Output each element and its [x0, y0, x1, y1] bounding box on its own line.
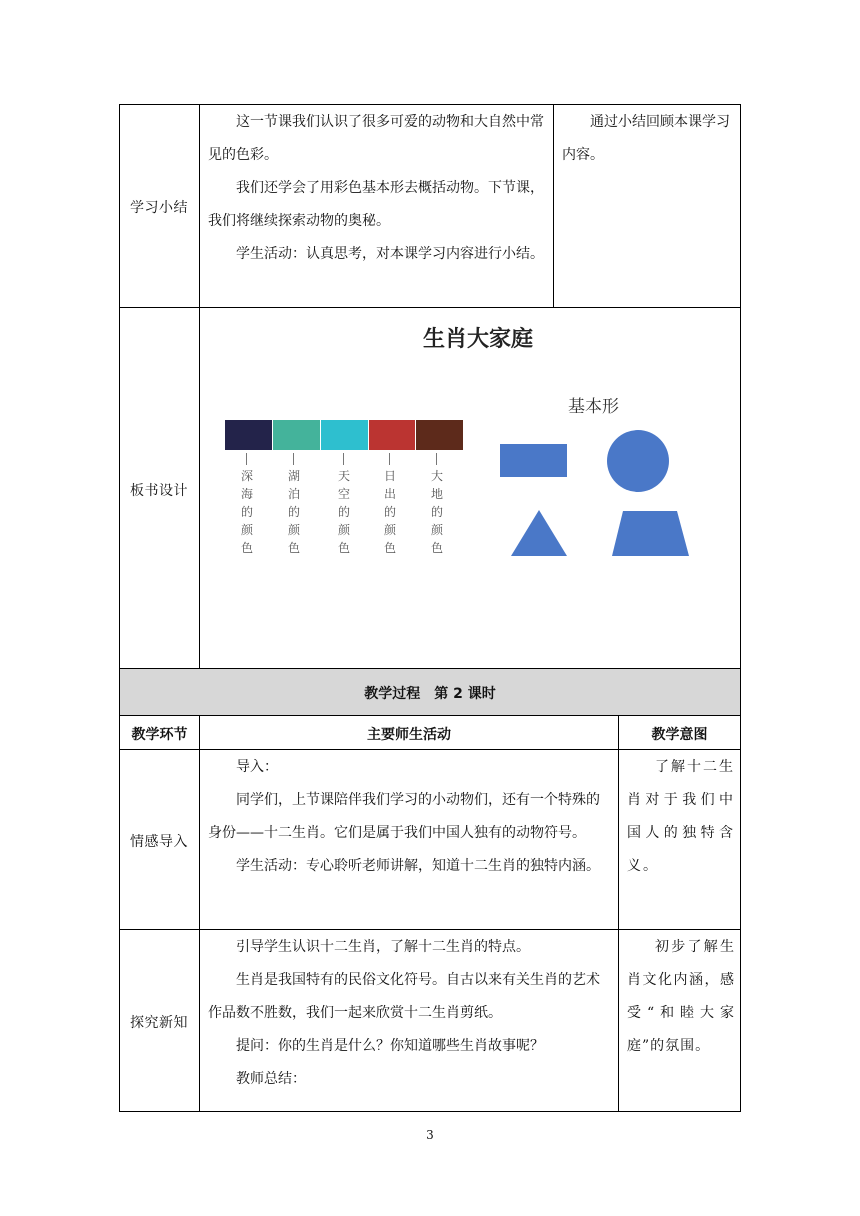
swatch-label-sky: 天 空 的 颜 色 [337, 469, 350, 555]
shapes-title: 基本形 [568, 397, 619, 417]
row-activity-explore [208, 931, 613, 1096]
swatch-earth [416, 420, 463, 450]
column-header-activity: 主要师生活动 [367, 727, 451, 743]
triangle-shape [511, 510, 567, 556]
board-label: 板书设计 [130, 483, 188, 499]
swatch-deep-sea [225, 420, 272, 450]
summary-paragraph: 这一节课我们认识了很多可爱的动物和大自然中常见的色彩。 [208, 114, 544, 163]
summary-activity [208, 106, 548, 271]
row-stage-explore: 探究新知 [130, 1015, 188, 1031]
activity-paragraph: 教师总结： [236, 1071, 306, 1087]
row-activity-intro [208, 751, 613, 883]
row-intent-intro [627, 751, 735, 883]
swatch-label-lake: 湖 泊 的 颜 色 [287, 469, 300, 555]
board-title: 生肖大家庭 [423, 327, 534, 352]
row-stage-intro: 情感导入 [130, 834, 188, 850]
activity-paragraph: 学生活动：专心聆听老师讲解，知道十二生肖的独特内涵。 [236, 858, 600, 874]
summary-label: 学习小结 [130, 200, 188, 216]
swatch-sky [321, 420, 368, 450]
section-header: 教学过程 第 2 课时 [364, 686, 496, 702]
swatch-sunrise [369, 420, 415, 450]
activity-paragraph: 导入： [236, 759, 278, 775]
column-header-intent: 教学意图 [651, 727, 708, 743]
page-number: 3 [426, 1128, 434, 1142]
trapezoid-shape [612, 511, 689, 556]
swatch-bar [225, 420, 463, 450]
swatch-lake [273, 420, 320, 450]
activity-paragraph: 引导学生认识十二生肖，了解十二生肖的特点。 [236, 939, 530, 955]
row-intent-explore [627, 931, 735, 1063]
rectangle-shape [500, 444, 567, 477]
activity-paragraph: 提问：你的生肖是什么？你知道哪些生肖故事呢？ [236, 1038, 544, 1054]
swatch-label-sunrise: 日 出 的 颜 色 [383, 469, 396, 555]
basic-shapes [490, 420, 710, 565]
activity-paragraph: 生肖是我国特有的民俗文化符号。自古以来有关生肖的艺术作品数不胜数，我们一起来欣赏十二生肖剪纸。 [208, 972, 600, 1021]
swatch-label-deep-sea: 深 海 的 颜 色 [240, 469, 253, 555]
intent-text: 初步了解生肖文化内涵，感受“和睦大家庭”的氛围。 [627, 939, 735, 1054]
circle-shape [607, 430, 669, 492]
column-header-stage: 教学环节 [131, 727, 188, 743]
swatch-label-earth: 大 地 的 颜 色 [430, 469, 443, 555]
summary-intent [562, 106, 736, 172]
activity-paragraph: 同学们，上节课陪伴我们学习的小动物们，还有一个特殊的身份——十二生肖。它们是属于我们中国人独有的动物符号。 [208, 792, 600, 841]
summary-paragraph: 我们还学会了用彩色基本形去概括动物。下节课，我们将继续探索动物的奥秘。 [208, 180, 544, 229]
summary-paragraph: 学生活动：认真思考，对本课学习内容进行小结。 [236, 246, 544, 262]
intent-text: 了解十二生肖对于我们中国人的独特含义。 [627, 759, 735, 874]
summary-intent-text: 通过小结回顾本课学习内容。 [562, 114, 730, 163]
